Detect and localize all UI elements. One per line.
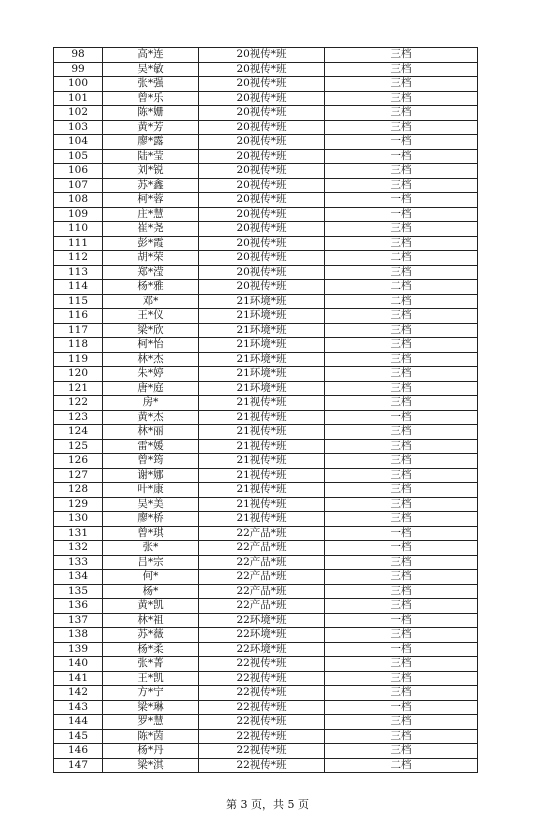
grade-level-cell: 一档 <box>325 541 478 556</box>
grade-level-cell: 三档 <box>325 338 478 353</box>
table-row <box>54 396 478 411</box>
student-name-cell: 方*宁 <box>103 686 199 701</box>
row-number-cell: 103 <box>54 120 103 135</box>
table-row <box>54 657 478 672</box>
grade-level-cell: 三档 <box>325 570 478 585</box>
student-name-cell: 林*祖 <box>103 613 199 628</box>
row-number-cell: 140 <box>54 657 103 672</box>
class-name-cell: 21环境*班 <box>199 323 325 338</box>
grade-level-cell: 三档 <box>325 164 478 179</box>
table-row <box>54 48 478 63</box>
grade-level-cell: 三档 <box>325 483 478 498</box>
row-number-cell: 107 <box>54 178 103 193</box>
table-row <box>54 280 478 295</box>
grade-level-cell: 三档 <box>325 628 478 643</box>
row-number-cell: 121 <box>54 381 103 396</box>
row-number-cell: 109 <box>54 207 103 222</box>
grade-level-cell: 一档 <box>325 613 478 628</box>
student-name-cell: 杨*柔 <box>103 642 199 657</box>
grade-level-cell: 三档 <box>325 178 478 193</box>
student-name-cell: 林*杰 <box>103 352 199 367</box>
row-number-cell: 136 <box>54 599 103 614</box>
class-name-cell: 22产品*班 <box>199 555 325 570</box>
class-name-cell: 21视传*班 <box>199 483 325 498</box>
student-name-cell: 雷*媛 <box>103 439 199 454</box>
row-number-cell: 123 <box>54 410 103 425</box>
table-row <box>54 584 478 599</box>
class-name-cell: 21视传*班 <box>199 396 325 411</box>
row-number-cell: 138 <box>54 628 103 643</box>
row-number-cell: 122 <box>54 396 103 411</box>
row-number-cell: 105 <box>54 149 103 164</box>
student-name-cell: 陈*茵 <box>103 729 199 744</box>
student-name-cell: 黄*杰 <box>103 410 199 425</box>
table-row <box>54 439 478 454</box>
student-name-cell: 梁*淇 <box>103 758 199 773</box>
student-name-cell: 彭*霞 <box>103 236 199 251</box>
grade-level-cell: 一档 <box>325 410 478 425</box>
table-row <box>54 454 478 469</box>
row-number-cell: 134 <box>54 570 103 585</box>
row-number-cell: 117 <box>54 323 103 338</box>
class-name-cell: 21环境*班 <box>199 352 325 367</box>
table-row <box>54 207 478 222</box>
student-name-cell: 杨*丹 <box>103 744 199 759</box>
grade-level-cell: 三档 <box>325 468 478 483</box>
student-name-cell: 张*菁 <box>103 657 199 672</box>
table-row <box>54 410 478 425</box>
grade-level-cell: 三档 <box>325 729 478 744</box>
class-name-cell: 20视传*班 <box>199 222 325 237</box>
student-name-cell: 吕*宗 <box>103 555 199 570</box>
table-row <box>54 628 478 643</box>
table-row <box>54 512 478 527</box>
grade-level-cell: 一档 <box>325 526 478 541</box>
class-name-cell: 22环境*班 <box>199 628 325 643</box>
row-number-cell: 99 <box>54 62 103 77</box>
class-name-cell: 20视传*班 <box>199 77 325 92</box>
student-grade-table <box>53 47 478 773</box>
table-row <box>54 715 478 730</box>
row-number-cell: 142 <box>54 686 103 701</box>
row-number-cell: 119 <box>54 352 103 367</box>
class-name-cell: 22产品*班 <box>199 599 325 614</box>
row-number-cell: 118 <box>54 338 103 353</box>
grade-level-cell: 三档 <box>325 657 478 672</box>
student-name-cell: 陆*莹 <box>103 149 199 164</box>
grade-level-cell: 一档 <box>325 642 478 657</box>
table-row <box>54 77 478 92</box>
row-number-cell: 124 <box>54 425 103 440</box>
class-name-cell: 20视传*班 <box>199 265 325 280</box>
table-row <box>54 700 478 715</box>
row-number-cell: 131 <box>54 526 103 541</box>
class-name-cell: 22环境*班 <box>199 642 325 657</box>
class-name-cell: 20视传*班 <box>199 164 325 179</box>
table-row <box>54 338 478 353</box>
grade-level-cell: 一档 <box>325 207 478 222</box>
student-name-cell: 崔*尧 <box>103 222 199 237</box>
student-name-cell: 郑*滢 <box>103 265 199 280</box>
class-name-cell: 22视传*班 <box>199 729 325 744</box>
row-number-cell: 108 <box>54 193 103 208</box>
table-row <box>54 294 478 309</box>
table-row <box>54 758 478 773</box>
class-name-cell: 20视传*班 <box>199 280 325 295</box>
class-name-cell: 20视传*班 <box>199 135 325 150</box>
grade-level-cell: 三档 <box>325 352 478 367</box>
student-name-cell: 谢*娜 <box>103 468 199 483</box>
student-name-cell: 唐*庭 <box>103 381 199 396</box>
student-name-cell: 王*凯 <box>103 671 199 686</box>
student-name-cell: 黄*凯 <box>103 599 199 614</box>
grade-level-cell: 二档 <box>325 758 478 773</box>
class-name-cell: 21视传*班 <box>199 439 325 454</box>
class-name-cell: 21视传*班 <box>199 512 325 527</box>
student-name-cell: 王*仪 <box>103 309 199 324</box>
row-number-cell: 111 <box>54 236 103 251</box>
table-row <box>54 642 478 657</box>
row-number-cell: 127 <box>54 468 103 483</box>
table-row <box>54 671 478 686</box>
grade-level-cell: 三档 <box>325 265 478 280</box>
table-row <box>54 62 478 77</box>
student-name-cell: 何* <box>103 570 199 585</box>
row-number-cell: 110 <box>54 222 103 237</box>
grade-level-cell: 二档 <box>325 251 478 266</box>
row-number-cell: 143 <box>54 700 103 715</box>
student-name-cell: 胡*荣 <box>103 251 199 266</box>
student-name-cell: 高*连 <box>103 48 199 63</box>
row-number-cell: 101 <box>54 91 103 106</box>
grade-level-cell: 二档 <box>325 280 478 295</box>
student-name-cell: 张*强 <box>103 77 199 92</box>
row-number-cell: 145 <box>54 729 103 744</box>
grade-level-cell: 三档 <box>325 77 478 92</box>
class-name-cell: 20视传*班 <box>199 62 325 77</box>
class-name-cell: 20视传*班 <box>199 91 325 106</box>
student-name-cell: 苏*鑫 <box>103 178 199 193</box>
student-name-cell: 邓* <box>103 294 199 309</box>
student-name-cell: 曾*筠 <box>103 454 199 469</box>
table-row <box>54 686 478 701</box>
student-name-cell: 杨*雅 <box>103 280 199 295</box>
student-name-cell: 曾*琪 <box>103 526 199 541</box>
table-row <box>54 120 478 135</box>
class-name-cell: 22产品*班 <box>199 526 325 541</box>
class-name-cell: 20视传*班 <box>199 178 325 193</box>
class-name-cell: 22产品*班 <box>199 570 325 585</box>
class-name-cell: 20视传*班 <box>199 251 325 266</box>
student-name-cell: 曾*乐 <box>103 91 199 106</box>
row-number-cell: 114 <box>54 280 103 295</box>
grade-level-cell: 三档 <box>325 497 478 512</box>
grade-level-cell: 一档 <box>325 149 478 164</box>
table-row <box>54 729 478 744</box>
table-row <box>54 193 478 208</box>
table-row <box>54 367 478 382</box>
table-row <box>54 222 478 237</box>
student-name-cell: 黄*芳 <box>103 120 199 135</box>
table-row <box>54 526 478 541</box>
grade-level-cell: 三档 <box>325 584 478 599</box>
student-name-cell: 吴*美 <box>103 497 199 512</box>
grade-level-cell: 三档 <box>325 222 478 237</box>
table-row <box>54 178 478 193</box>
student-name-cell: 朱*婷 <box>103 367 199 382</box>
student-name-cell: 梁*琳 <box>103 700 199 715</box>
student-name-cell: 庄*慧 <box>103 207 199 222</box>
row-number-cell: 137 <box>54 613 103 628</box>
row-number-cell: 116 <box>54 309 103 324</box>
class-name-cell: 22环境*班 <box>199 613 325 628</box>
table-row <box>54 381 478 396</box>
class-name-cell: 22视传*班 <box>199 686 325 701</box>
table-row <box>54 497 478 512</box>
student-name-cell: 杨* <box>103 584 199 599</box>
grade-level-cell: 三档 <box>325 671 478 686</box>
table-row <box>54 599 478 614</box>
page-number-footer: 第 3 页，共 5 页 <box>226 798 309 811</box>
table-row <box>54 91 478 106</box>
class-name-cell: 21视传*班 <box>199 410 325 425</box>
grade-level-cell: 三档 <box>325 62 478 77</box>
class-name-cell: 22产品*班 <box>199 541 325 556</box>
class-name-cell: 21视传*班 <box>199 468 325 483</box>
grade-level-cell: 三档 <box>325 425 478 440</box>
table-row <box>54 149 478 164</box>
row-number-cell: 133 <box>54 555 103 570</box>
student-name-cell: 叶*康 <box>103 483 199 498</box>
class-name-cell: 21环境*班 <box>199 338 325 353</box>
class-name-cell: 22视传*班 <box>199 758 325 773</box>
grade-level-cell: 三档 <box>325 106 478 121</box>
class-name-cell: 21视传*班 <box>199 425 325 440</box>
grade-level-cell: 三档 <box>325 381 478 396</box>
table-row <box>54 251 478 266</box>
class-name-cell: 22视传*班 <box>199 671 325 686</box>
table-row <box>54 425 478 440</box>
grade-level-cell: 三档 <box>325 120 478 135</box>
class-name-cell: 21环境*班 <box>199 367 325 382</box>
grade-level-cell: 三档 <box>325 396 478 411</box>
row-number-cell: 132 <box>54 541 103 556</box>
row-number-cell: 106 <box>54 164 103 179</box>
row-number-cell: 98 <box>54 48 103 63</box>
student-name-cell: 张* <box>103 541 199 556</box>
student-name-cell: 柯*怡 <box>103 338 199 353</box>
class-name-cell: 22视传*班 <box>199 715 325 730</box>
row-number-cell: 135 <box>54 584 103 599</box>
row-number-cell: 129 <box>54 497 103 512</box>
row-number-cell: 125 <box>54 439 103 454</box>
grade-level-cell: 一档 <box>325 135 478 150</box>
row-number-cell: 139 <box>54 642 103 657</box>
table-row <box>54 541 478 556</box>
row-number-cell: 146 <box>54 744 103 759</box>
table-row <box>54 468 478 483</box>
class-name-cell: 20视传*班 <box>199 236 325 251</box>
grade-level-cell: 三档 <box>325 323 478 338</box>
grade-level-cell: 三档 <box>325 309 478 324</box>
grade-level-cell: 一档 <box>325 193 478 208</box>
student-name-cell: 柯*蓉 <box>103 193 199 208</box>
row-number-cell: 115 <box>54 294 103 309</box>
row-number-cell: 144 <box>54 715 103 730</box>
grade-level-cell: 三档 <box>325 91 478 106</box>
row-number-cell: 102 <box>54 106 103 121</box>
student-name-cell: 吴*敏 <box>103 62 199 77</box>
row-number-cell: 104 <box>54 135 103 150</box>
grade-level-cell: 三档 <box>325 744 478 759</box>
grade-level-cell: 三档 <box>325 599 478 614</box>
table-row <box>54 265 478 280</box>
table-row <box>54 323 478 338</box>
class-name-cell: 21环境*班 <box>199 294 325 309</box>
grade-level-cell: 三档 <box>325 236 478 251</box>
table-row <box>54 164 478 179</box>
row-number-cell: 112 <box>54 251 103 266</box>
class-name-cell: 20视传*班 <box>199 207 325 222</box>
student-name-cell: 廖*露 <box>103 135 199 150</box>
student-name-cell: 房* <box>103 396 199 411</box>
table-row <box>54 135 478 150</box>
table-row <box>54 483 478 498</box>
row-number-cell: 128 <box>54 483 103 498</box>
class-name-cell: 20视传*班 <box>199 193 325 208</box>
table-row <box>54 570 478 585</box>
grade-level-cell: 三档 <box>325 367 478 382</box>
grade-level-cell: 三档 <box>325 454 478 469</box>
table-row <box>54 106 478 121</box>
grade-level-cell: 三档 <box>325 715 478 730</box>
student-name-cell: 罗*慧 <box>103 715 199 730</box>
table-row <box>54 236 478 251</box>
class-name-cell: 20视传*班 <box>199 106 325 121</box>
class-name-cell: 21环境*班 <box>199 309 325 324</box>
grade-level-cell: 三档 <box>325 512 478 527</box>
grade-level-cell: 三档 <box>325 48 478 63</box>
student-name-cell: 苏*薇 <box>103 628 199 643</box>
row-number-cell: 141 <box>54 671 103 686</box>
student-name-cell: 廖*桥 <box>103 512 199 527</box>
student-name-cell: 梁*欣 <box>103 323 199 338</box>
student-name-cell: 刘*锐 <box>103 164 199 179</box>
class-name-cell: 20视传*班 <box>199 120 325 135</box>
class-name-cell: 22产品*班 <box>199 584 325 599</box>
class-name-cell: 22视传*班 <box>199 657 325 672</box>
grade-level-cell: 一档 <box>325 700 478 715</box>
row-number-cell: 113 <box>54 265 103 280</box>
table-body <box>54 48 478 773</box>
grade-level-cell: 三档 <box>325 555 478 570</box>
class-name-cell: 21环境*班 <box>199 381 325 396</box>
table-row <box>54 309 478 324</box>
class-name-cell: 22视传*班 <box>199 700 325 715</box>
table-row <box>54 613 478 628</box>
class-name-cell: 20视传*班 <box>199 48 325 63</box>
class-name-cell: 21视传*班 <box>199 454 325 469</box>
student-name-cell: 林*丽 <box>103 425 199 440</box>
row-number-cell: 130 <box>54 512 103 527</box>
grade-level-cell: 三档 <box>325 686 478 701</box>
class-name-cell: 21视传*班 <box>199 497 325 512</box>
table-row <box>54 555 478 570</box>
table-row <box>54 744 478 759</box>
row-number-cell: 120 <box>54 367 103 382</box>
row-number-cell: 147 <box>54 758 103 773</box>
class-name-cell: 20视传*班 <box>199 149 325 164</box>
class-name-cell: 22视传*班 <box>199 744 325 759</box>
row-number-cell: 126 <box>54 454 103 469</box>
grade-level-cell: 三档 <box>325 439 478 454</box>
row-number-cell: 100 <box>54 77 103 92</box>
grade-level-cell: 二档 <box>325 294 478 309</box>
table-row <box>54 352 478 367</box>
student-name-cell: 陈*姗 <box>103 106 199 121</box>
